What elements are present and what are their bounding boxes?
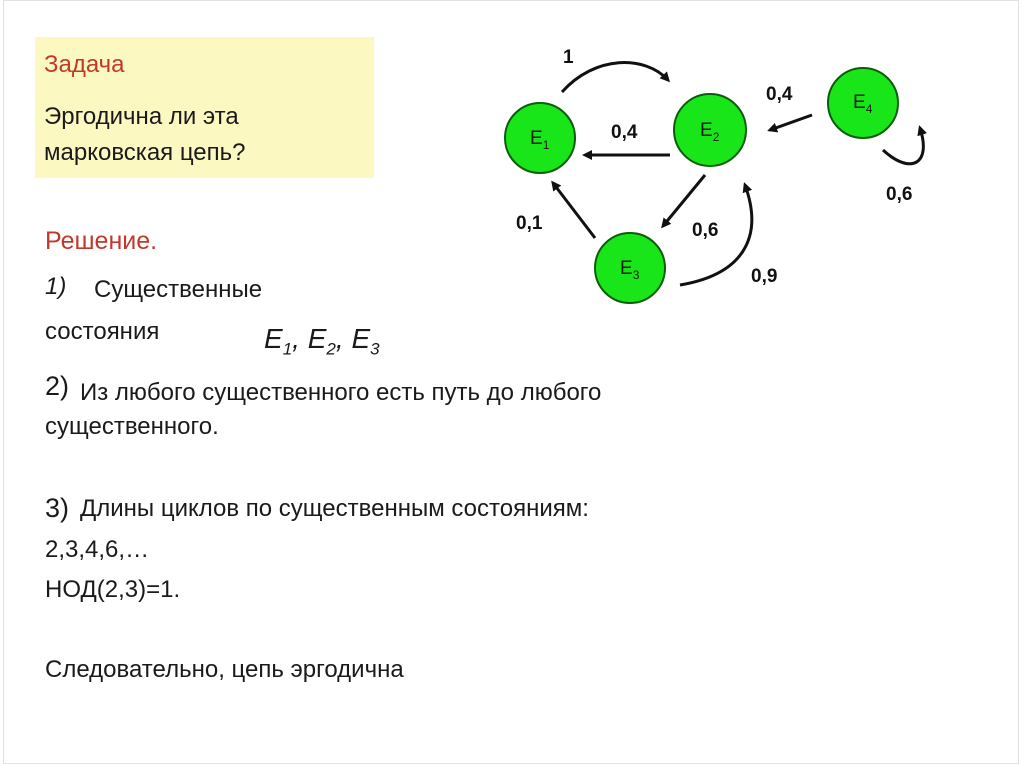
edge-e1-e2	[562, 63, 668, 92]
edge-label-e4-e2: 0,4	[766, 84, 793, 105]
step3-number: 3)	[45, 493, 70, 523]
state-e3: $E_3$	[351, 323, 380, 359]
state-e1: $E_1$	[264, 323, 293, 359]
edge-e3-e1	[553, 183, 595, 238]
edge-label-e1-e2: 1	[563, 47, 574, 68]
edge-e4-loop	[883, 128, 923, 164]
edge-label-e3-e1: 0,1	[516, 213, 543, 234]
essential-states-list: $E_1$, $E_2$, $E_3$	[264, 323, 380, 359]
edge-label-e4-loop: 0,6	[886, 184, 913, 205]
gcd-line: НОД(2,3)=1.	[45, 576, 181, 603]
node-e2	[674, 94, 746, 166]
task-title: Задача	[44, 51, 125, 78]
solution-title: Решение.	[45, 227, 158, 255]
edge-e4-e2	[770, 115, 812, 130]
step3-text: Длины циклов по существенным состояниям:	[80, 495, 589, 522]
edge-label-e2-e1: 0,4	[611, 122, 638, 143]
node-e3	[595, 233, 665, 303]
step2-text-b: существенного.	[45, 413, 219, 440]
cycle-lengths: 2,3,4,6,…	[45, 536, 150, 563]
step1-number: 1)	[45, 273, 67, 300]
step2-text-a: Из любого существенного есть путь до любого	[80, 379, 602, 406]
svg-text:E2: $E_2$	[700, 120, 720, 144]
edge-label-e2-e3: 0,6	[692, 220, 719, 241]
step1-text-b: состояния	[45, 318, 160, 345]
node-e4	[828, 68, 898, 138]
node-e1	[505, 103, 575, 173]
edge-label-e3-e2: 0,9	[751, 266, 778, 287]
step1-text-a: Существенные	[94, 276, 263, 303]
svg-text:E1: $E_1$	[530, 128, 550, 152]
svg-text:E3: $E_3$	[620, 258, 640, 282]
state-e2: $E_2$	[307, 323, 336, 359]
step2-number: 2)	[45, 371, 70, 401]
conclusion: Следовательно, цепь эргодична	[45, 656, 404, 683]
task-question: Эргодична ли эта марковская цепь?	[44, 103, 246, 166]
svg-text:E4: $E_4$	[853, 92, 873, 116]
edge-e2-e3	[663, 175, 705, 226]
